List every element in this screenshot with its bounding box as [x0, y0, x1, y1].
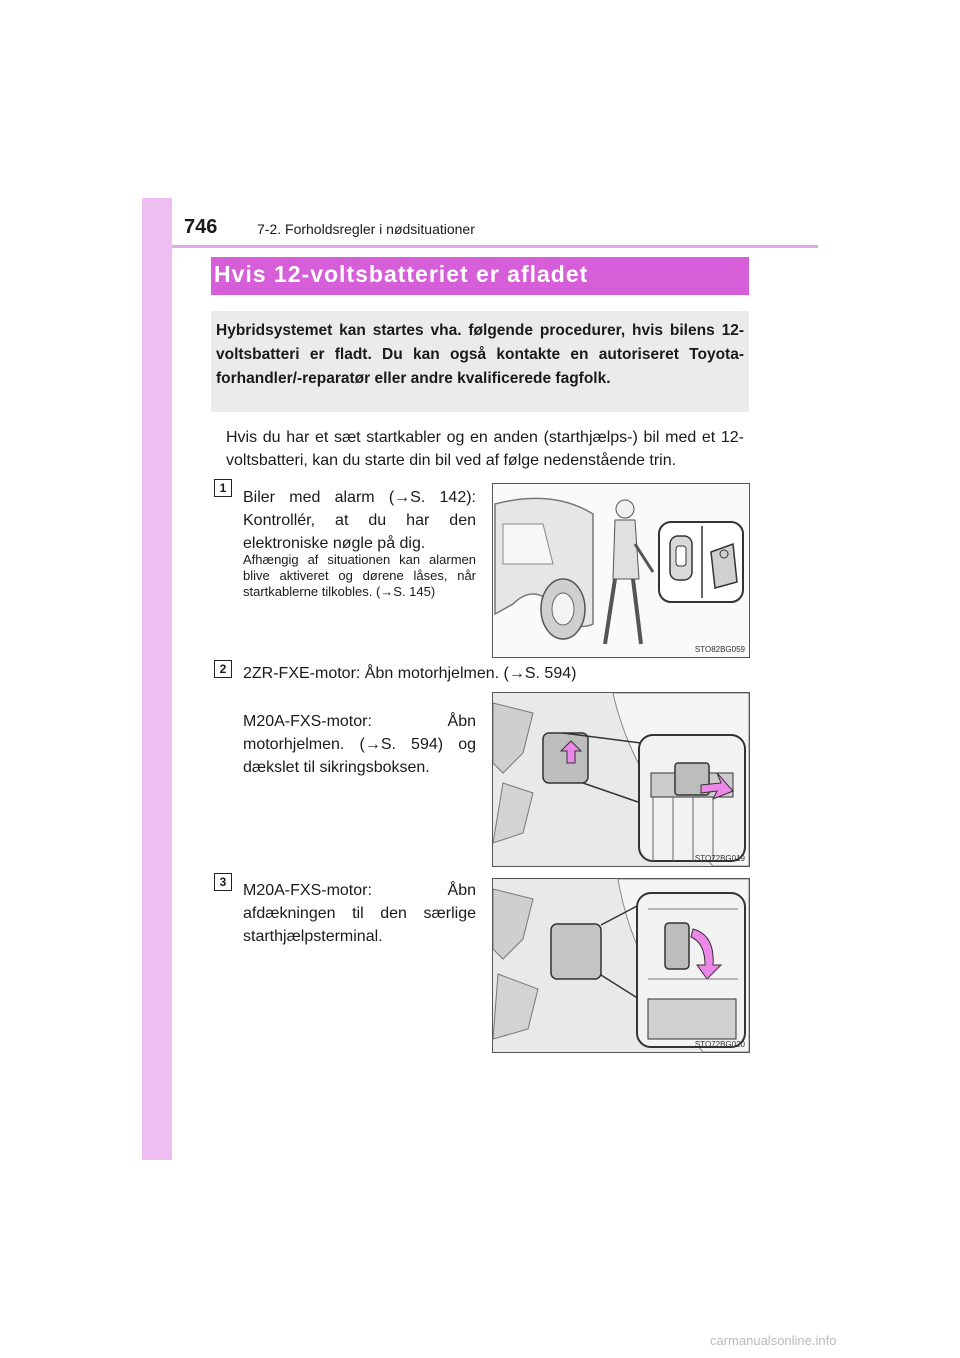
step-2-text: 2ZR-FXE-motor: Åbn motorhjelmen. (→S. 594)	[243, 665, 577, 682]
step-3-number: 3	[214, 873, 232, 891]
chapter-side-tab	[142, 198, 172, 1160]
figure-code: STO82BG059	[694, 645, 745, 654]
chapter-title: 7-2. Forholdsregler i nødsituationer	[257, 221, 475, 237]
figure-code: STO72BG020	[694, 1040, 745, 1049]
page-number: 746	[184, 216, 218, 238]
intro-text: Hybridsystemet kan startes vha. følgende procedurer, hvis bilens 12-voltsbatteri er fladt. Du kan også kontakte en autoriseret Toyota-forhandler/-reparatør eller andre kvalificerede fagfolk.	[216, 322, 744, 387]
header-divider	[172, 245, 818, 248]
figure-jump-start-terminal	[492, 878, 750, 1053]
figure-fuse-box-cover	[492, 692, 750, 867]
step-1-text: Biler med alarm (→S. 142): Kontrollér, at du har den elektroniske nøgle på dig.	[243, 489, 476, 552]
section-title: Hvis 12-voltsbatteriet er afladet	[214, 261, 589, 287]
body-paragraph: Hvis du har et sæt startkabler og en anden (starthjælps-) bil med et 12-voltsbatteri, kan du starte din bil ved af følge nedenstående trin.	[226, 429, 744, 469]
figure-person-with-key	[492, 483, 750, 658]
step-2-number: 2	[214, 660, 232, 678]
step-1-number: 1	[214, 479, 232, 497]
figure-code: STO72BG019	[694, 854, 745, 863]
step-2-text-m20a: M20A-FXS-motor: Åbn motorhjelmen. (→S. 594) og dækslet til sikringsboksen.	[243, 713, 476, 776]
step-1-note: Afhængig af situationen kan alarmen blive aktiveret og dørene låses, når startkablerne tilkobles. (→S. 145)	[243, 552, 476, 599]
step-3-text: M20A-FXS-motor: Åbn afdækningen til den særlige starthjælpsterminal.	[243, 882, 476, 945]
watermark: carmanualsonline.info	[710, 1333, 837, 1348]
